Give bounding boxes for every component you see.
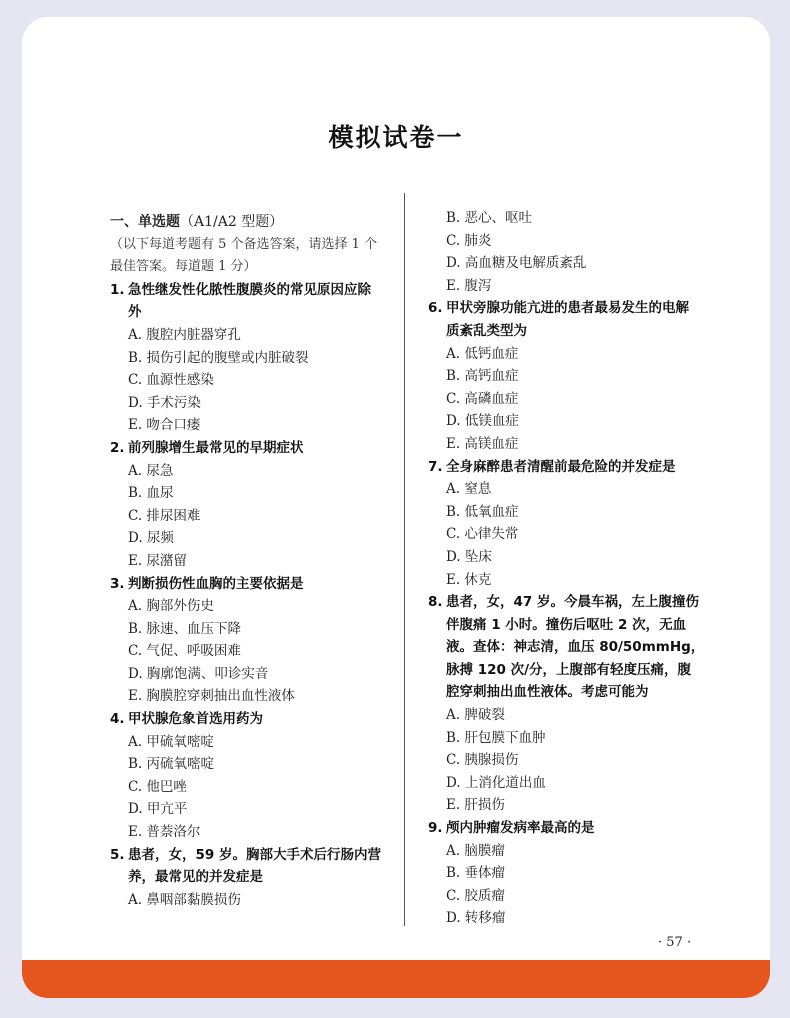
- answer-option: E. 吻合口瘘: [128, 417, 201, 434]
- continued-options: [428, 207, 734, 297]
- question-number: 8.: [428, 594, 443, 611]
- answer-option: E. 尿潴留: [128, 552, 187, 569]
- answer-option: D. 高血糖及电解质紊乱: [446, 255, 587, 272]
- left-question-list: [110, 279, 420, 912]
- answer-option: B. 恶心、呕吐: [446, 210, 533, 226]
- answer-option: D. 转移瘤: [446, 910, 506, 927]
- answer-option: E. 肝损伤: [446, 797, 505, 814]
- question-text-line: 颅内肿瘤发病率最高的是: [446, 820, 595, 837]
- answer-option: C. 血源性感染: [128, 372, 214, 389]
- question-text-line: 患者，女，59 岁。胸部大手术后行肠内营: [128, 846, 381, 863]
- answer-option: B. 损伤引起的腹壁或内脏破裂: [128, 349, 309, 366]
- question-text-line: 急性继发性化脓性腹膜炎的常见原因应除: [128, 281, 371, 298]
- answer-option: E. 胸膜腔穿刺抽出血性液体: [128, 688, 295, 705]
- question-number: 6.: [428, 300, 443, 317]
- question-stem: [110, 573, 420, 596]
- answer-option: B. 高钙血症: [446, 368, 519, 385]
- answer-option: E. 腹泻: [446, 277, 492, 294]
- answer-option: B. 脉速、血压下降: [128, 620, 242, 637]
- footer-accent-bar: [22, 960, 770, 998]
- answer-option: B. 血尿: [128, 485, 174, 502]
- answer-option: E. 普萘洛尔: [128, 824, 201, 841]
- question-text-line: 液。查体：神志清，血压 80/50mmHg，: [446, 639, 705, 656]
- question-stem: [428, 591, 734, 704]
- question-text-line: 质紊乱类型为: [446, 322, 527, 339]
- answer-option: C. 心律失常: [446, 526, 519, 543]
- question-number: 4.: [110, 711, 125, 728]
- question-text-line: 前列腺增生最常见的早期症状: [128, 439, 304, 456]
- answer-option: D. 胸廓饱满、叩诊实音: [128, 665, 269, 682]
- answer-option: A. 腹腔内脏器穿孔: [128, 326, 241, 343]
- question-stem: [428, 817, 734, 840]
- page-title: 模拟试卷一: [328, 123, 464, 152]
- question-number: 7.: [428, 458, 443, 475]
- answer-option: A. 脾破裂: [446, 707, 505, 724]
- question-number: 5.: [110, 846, 125, 863]
- answer-option: A. 甲硫氧嘧啶: [128, 733, 214, 750]
- answer-option: C. 高磷血症: [446, 390, 519, 407]
- answer-option: C. 排尿困难: [128, 507, 201, 524]
- question-stem: [428, 456, 734, 479]
- question-text-line: 脉搏 120 次/分，上腹部有轻度压痛，腹: [446, 661, 692, 678]
- answer-option: A. 尿急: [128, 462, 174, 479]
- answer-option: B. 丙硫氧嘧啶: [128, 756, 215, 773]
- section-note-line: 最佳答案。每道题 1 分）: [110, 259, 257, 275]
- right-question-list: [428, 297, 734, 930]
- question-number: 3.: [110, 575, 125, 592]
- answer-option: C. 气促、呼吸困难: [128, 643, 241, 660]
- page-number: · 57 ·: [658, 935, 692, 950]
- question-text-line: 腔穿刺抽出血性液体。考虑可能为: [446, 684, 649, 701]
- answer-option: D. 甲亢平: [128, 801, 188, 818]
- question-text-line: 甲状旁腺功能亢进的患者最易发生的电解: [446, 300, 689, 317]
- question-stem: [110, 279, 420, 324]
- answer-option: B. 低氧血症: [446, 503, 519, 520]
- answer-option: E. 高镁血症: [446, 435, 519, 452]
- answer-option: A. 胸部外伤史: [128, 598, 214, 615]
- answer-option: D. 上消化道出血: [446, 774, 546, 791]
- answer-option: A. 脑膜瘤: [446, 842, 505, 859]
- answer-option: C. 胶质瘤: [446, 887, 505, 904]
- answer-option: D. 尿频: [128, 530, 174, 547]
- question-text-line: 伴腹痛 1 小时。撞伤后呕吐 2 次，无血: [446, 616, 687, 633]
- question-stem: [110, 708, 420, 731]
- question-text-line: 患者，女，47 岁。今晨车祸，左上腹撞伤: [446, 594, 699, 611]
- answer-option: C. 胰腺损伤: [446, 752, 519, 769]
- section-note-line: （以下每道考题有 5 个备选答案，请选择 1 个: [110, 236, 378, 252]
- section-heading: [110, 211, 420, 234]
- question-text-line: 判断损伤性血胸的主要依据是: [128, 575, 304, 592]
- left-column: [110, 207, 420, 911]
- section-title: 一、单选题: [110, 214, 180, 230]
- question-stem: [110, 437, 420, 460]
- question-number: 2.: [110, 439, 125, 456]
- question-stem: [110, 844, 420, 889]
- answer-option: B. 垂体瘤: [446, 865, 506, 882]
- question-stem: [428, 297, 734, 342]
- exam-page: [22, 17, 770, 998]
- answer-option: A. 窒息: [446, 481, 492, 498]
- question-text-line: 全身麻醉患者清醒前最危险的并发症是: [446, 458, 676, 475]
- right-column: [428, 207, 734, 930]
- answer-option: C. 肺炎: [446, 232, 492, 249]
- question-number: 1.: [110, 281, 125, 298]
- answer-option: A. 低钙血症: [446, 345, 519, 362]
- question-text-line: 甲状腺危象首选用药为: [128, 711, 263, 728]
- section-note: [110, 234, 420, 279]
- answer-option: A. 鼻咽部黏膜损伤: [128, 891, 241, 908]
- question-number: 9.: [428, 820, 443, 837]
- answer-option: B. 肝包膜下血肿: [446, 729, 546, 746]
- answer-option: E. 休克: [446, 571, 492, 588]
- question-text-line: 养，最常见的并发症是: [128, 869, 263, 886]
- section-subtitle: （A1/A2 型题）: [180, 214, 284, 230]
- answer-option: C. 他巴唑: [128, 778, 187, 795]
- question-text-line: 外: [128, 304, 142, 321]
- answer-option: D. 低镁血症: [446, 413, 519, 430]
- answer-option: D. 坠床: [446, 548, 492, 565]
- answer-option: D. 手术污染: [128, 394, 201, 411]
